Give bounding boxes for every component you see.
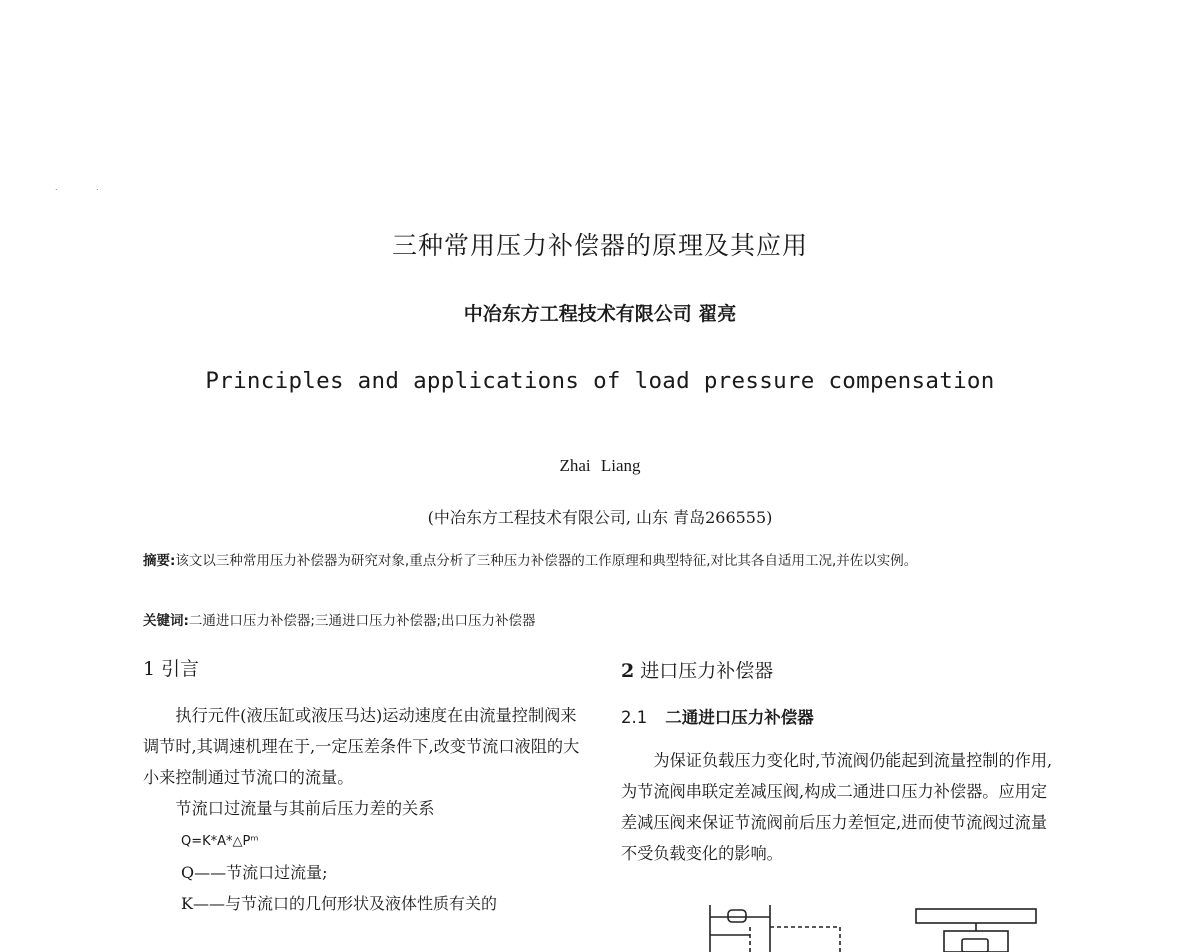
section2-heading (621, 656, 1061, 683)
keywords-text: 二通进口压力补偿器;三通进口压力补偿器;出口压力补偿器 (188, 613, 536, 629)
definition-k: K——与节流口的几何形状及液体性质有关的 (181, 894, 497, 913)
section2-body (621, 745, 1061, 869)
paper-title-en: Principles and applications of load pressure compensation (205, 368, 995, 394)
subsection-title: 二通进口压力补偿器 (665, 708, 814, 727)
formula (143, 824, 588, 857)
section1-heading (143, 654, 588, 681)
formula-text: Q=K*A*△Pᵐ (181, 834, 259, 849)
author-en: Zhai Liang (559, 456, 641, 475)
section1-body (143, 700, 588, 919)
section1-title: 引言 (161, 658, 200, 680)
definition-q: Q——节流口过流量; (181, 863, 328, 882)
keywords-label: 关键词: (143, 613, 189, 629)
abstract-text: 该文以三种常用压力补偿器为研究对象,重点分析了三种压力补偿器的工作原理和典型特征,对比其各自适用工况,并佐以实例。 (175, 553, 918, 569)
hydraulic-schematic-figure (700, 905, 1040, 952)
section2-para1: 为保证负载压力变化时,节流阀仍能起到流量控制的作用,为节流阀串联定差减压阀,构成二通进口压力补偿器。应用定差减压阀来保证节流阀前后压力差恒定,进而使节流阀过流量不受负载变化的影响。 (621, 751, 1053, 863)
subsection-number: 2.1 (621, 708, 648, 727)
abstract-label: 摘要: (143, 553, 176, 569)
section2-number: 2 (621, 660, 635, 682)
section1-para2: 节流口过流量与其前后压力差的关系 (175, 799, 435, 818)
affiliation: (中冶东方工程技术有限公司, 山东 青岛266555) (427, 508, 773, 527)
section2-title: 进口压力补偿器 (640, 660, 774, 682)
subsection-heading (621, 704, 1061, 728)
keywords (143, 609, 1063, 629)
paper-title-cn: 三种常用压力补偿器的原理及其应用 (391, 231, 808, 260)
abstract (143, 548, 1063, 575)
scan-marks: . . (55, 183, 117, 192)
section1-number: 1 (143, 658, 156, 680)
section1-para1: 执行元件(液压缸或液压马达)运动速度在由流量控制阀来调节时,其调速机理在于,一定压差条件下,改变节流口液阻的大小来控制通过节流口的流量。 (143, 706, 580, 787)
author-cn: 中冶东方工程技术有限公司 翟亮 (463, 303, 737, 325)
